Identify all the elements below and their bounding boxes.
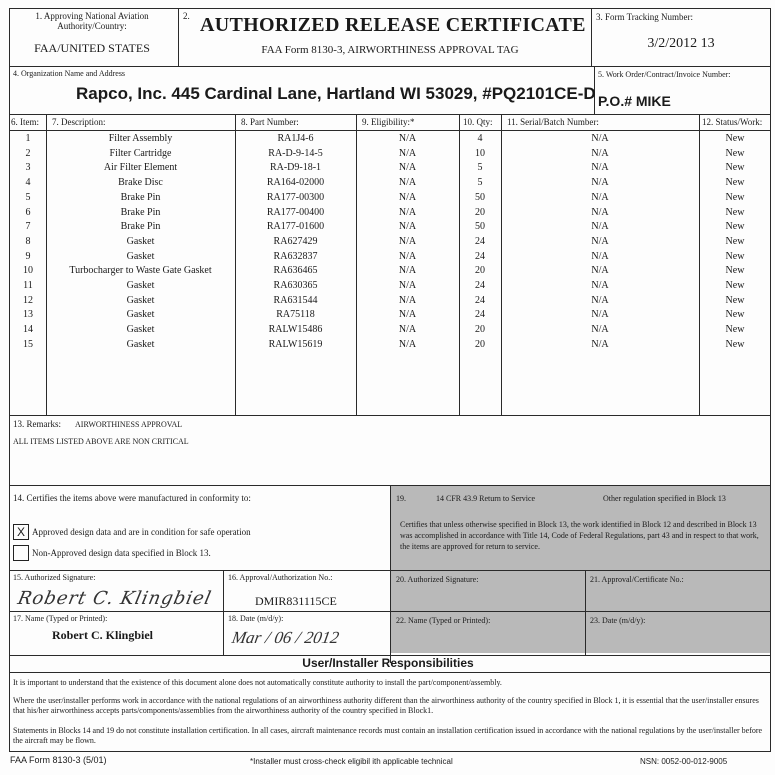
footer-note: *Installer must cross-check eligibil ith applicable technical (250, 757, 453, 766)
cell-elig: N/A (398, 280, 417, 291)
cell-part: RA177-01600 (266, 221, 325, 233)
block3-label: 3. Form Tracking Number: (596, 12, 694, 22)
cell-serial: N/A (591, 280, 609, 291)
signature-date: Mar / 06 / 2012 (230, 628, 341, 647)
cell-status: New (725, 250, 745, 262)
cell-item: 1 (25, 133, 31, 144)
block20-label: 20. Authorized Signature: (396, 575, 479, 584)
cell-status: New (725, 133, 745, 144)
cell-serial: N/A (591, 338, 609, 350)
cell-serial: N/A (591, 221, 609, 233)
cell-serial: N/A (591, 177, 609, 189)
cell-item: 4 (25, 177, 31, 189)
approved-design-checkbox[interactable]: X (13, 524, 29, 540)
footer-form-number: FAA Form 8130-3 (5/01) (10, 755, 107, 765)
cell-qty: 50 (475, 221, 485, 233)
cell-serial: N/A (591, 324, 609, 336)
cell-serial: N/A (591, 250, 609, 262)
cell-status: New (725, 177, 745, 189)
header-qty: 10. Qty: (463, 117, 493, 127)
block21-label: 21. Approval/Certificate No.: (590, 575, 684, 584)
cell-status: New (725, 280, 745, 291)
cell-desc: Gasket (126, 235, 155, 247)
cell-qty: 24 (475, 309, 485, 321)
cell-serial: N/A (591, 133, 609, 144)
cell-serial: N/A (591, 206, 609, 218)
organization-name-address: Rapco, Inc. 445 Cardinal Lane, Hartland WI 53029, #PQ2101CE-D (76, 84, 596, 103)
other-regulation-option: Other regulation specified in Block 13 (603, 494, 726, 503)
cell-qty: 50 (475, 191, 485, 203)
cell-elig: N/A (398, 250, 417, 262)
responsibilities-title: User/Installer Responsibilities (302, 656, 474, 670)
cell-elig: N/A (398, 162, 417, 174)
cell-part: RA630365 (273, 280, 318, 291)
responsibilities-paragraph-1: It is important to understand that the existence of this document alone does not automatically constitute authority to install the part/component/assembly. (13, 678, 502, 687)
block16-label: 16. Approval/Authorization No.: (228, 573, 333, 582)
cell-status: New (725, 206, 745, 218)
responsibilities-paragraph-3: Statements in Blocks 14 and 19 do not constitute installation certification. In all cases, aircraft maintenance records must contain an installation certification issued in accordance with the national regulations by the user/installer before the aircraft may be flown. (13, 726, 763, 745)
cell-item: 13 (23, 309, 33, 321)
cell-serial: N/A (591, 162, 609, 174)
cell-elig: N/A (398, 265, 417, 277)
cell-item: 14 (23, 324, 33, 336)
approved-design-label: Approved design data and are in condition for safe operation (32, 527, 251, 537)
cell-desc: Brake Pin (120, 221, 161, 233)
cell-elig: N/A (398, 235, 417, 247)
cell-qty: 20 (475, 338, 485, 350)
cell-elig: N/A (398, 221, 417, 233)
block5-label: 5. Work Order/Contract/Invoice Number: (598, 70, 731, 79)
authorized-signature: Robert C. Klingbiel (15, 588, 214, 609)
cell-elig: N/A (398, 294, 417, 306)
header-item: 6. Item: (11, 117, 39, 127)
cell-desc: Brake Disc (118, 177, 163, 189)
header-part-number: 8. Part Number: (241, 117, 299, 127)
cell-elig: N/A (398, 177, 417, 189)
cell-status: New (725, 265, 745, 277)
block14-label: 14. Certifies the items above were manufactured in conformity to: (13, 493, 251, 503)
cell-elig: N/A (398, 191, 417, 203)
cell-status: New (725, 221, 745, 233)
cell-qty: 5 (477, 162, 483, 174)
cell-elig: N/A (398, 133, 417, 144)
form-title: AUTHORIZED RELEASE CERTIFICATE (200, 14, 586, 36)
cell-part: RA75118 (276, 309, 315, 321)
cell-part: RA1J4-6 (277, 133, 314, 144)
cell-item: 12 (23, 294, 33, 306)
cell-item: 7 (25, 221, 31, 233)
cell-desc: Gasket (126, 324, 155, 336)
cell-item: 2 (25, 147, 31, 159)
cell-serial: N/A (591, 147, 609, 159)
cell-part: RA177-00300 (266, 191, 325, 203)
cell-part: RA177-00400 (266, 206, 325, 218)
cell-serial: N/A (591, 191, 609, 203)
approval-authorization-number: DMIR831115CE (255, 594, 337, 608)
cell-item: 3 (25, 162, 31, 174)
footer-nsn: NSN: 0052-00-012-9005 (640, 757, 728, 766)
cell-desc: Air Filter Element (103, 162, 178, 174)
cell-qty: 20 (475, 324, 485, 336)
cell-part: RA-D9-18-1 (269, 162, 322, 174)
responsibilities-paragraph-2: Where the user/installer performs work in accordance with the national regulations of an airworthiness authority different than the airworthiness authority of the country specified in Block 1, it is essential that the user/installer ensures that his/her airworthiness accepts parts/components/assemblies from the airworthiness authority of the country specified in Block1. (13, 696, 759, 715)
cell-status: New (725, 191, 745, 203)
cell-part: RA-D-9-14-5 (268, 147, 323, 159)
cell-qty: 24 (475, 294, 485, 306)
cell-status: New (725, 162, 745, 174)
cell-qty: 20 (475, 206, 485, 218)
block1-label: 1. Approving National Aviation Authority/Country: (35, 11, 149, 31)
block18-label: 18. Date (m/d/y): (228, 614, 284, 623)
cell-part: RALW15619 (268, 338, 323, 350)
non-approved-design-checkbox[interactable] (13, 545, 29, 561)
remarks-line-2: ALL ITEMS LISTED ABOVE ARE NON CRITICAL (13, 437, 189, 446)
cell-desc: Gasket (126, 338, 155, 350)
cell-status: New (725, 235, 745, 247)
cell-part: RA164-02000 (266, 177, 325, 189)
block19-number: 19. (396, 494, 406, 503)
remarks-line-1: AIRWORTHINESS APPROVAL (75, 420, 183, 429)
work-order-number: P.O.# MIKE (598, 93, 671, 109)
cell-status: New (725, 324, 745, 336)
cell-status: New (725, 147, 745, 159)
cell-item: 11 (23, 280, 33, 291)
cell-part: RALW15486 (268, 324, 323, 336)
cell-part: RA632837 (273, 250, 318, 262)
block4-label: 4. Organization Name and Address (13, 69, 126, 78)
header-eligibility: 9. Eligibility:* (362, 117, 415, 127)
block13-label: 13. Remarks: (13, 419, 61, 429)
return-to-service-option: 14 CFR 43.9 Return to Service (436, 494, 536, 503)
cell-part: RA627429 (273, 235, 318, 247)
cell-serial: N/A (591, 309, 609, 321)
cell-item: 10 (23, 265, 33, 277)
cell-part: RA631544 (273, 294, 318, 306)
cell-elig: N/A (398, 147, 417, 159)
non-approved-design-label: Non-Approved design data specified in Block 13. (32, 548, 211, 558)
cell-qty: 24 (475, 235, 485, 247)
cell-status: New (725, 294, 745, 306)
cell-status: New (725, 309, 745, 321)
form-subtitle: FAA Form 8130-3, AIRWORTHINESS APPROVAL TAG (261, 44, 519, 56)
cell-item: 9 (25, 250, 31, 262)
cell-status: New (725, 338, 745, 350)
cell-elig: N/A (398, 324, 417, 336)
cell-desc: Filter Assembly (108, 133, 173, 144)
cell-desc: Brake Pin (120, 191, 161, 203)
cell-qty: 24 (475, 250, 485, 262)
block22-label: 22. Name (Typed or Printed): (396, 616, 491, 625)
cell-serial: N/A (591, 294, 609, 306)
cell-desc: Turbocharger to Waste Gate Gasket (69, 265, 212, 277)
cell-qty: 20 (475, 265, 485, 277)
cell-item: 8 (25, 235, 31, 247)
cell-elig: N/A (398, 309, 417, 321)
approving-authority: FAA/UNITED STATES (34, 41, 150, 55)
cell-part: RA636465 (273, 265, 318, 277)
form-tracking-number: 3/2/2012 13 (647, 36, 715, 51)
cell-qty: 10 (475, 147, 485, 159)
cell-serial: N/A (591, 265, 609, 277)
block17-label: 17. Name (Typed or Printed): (13, 614, 108, 623)
block23-label: 23. Date (m/d/y): (590, 616, 646, 625)
cell-serial: N/A (591, 235, 609, 247)
cell-item: 15 (23, 338, 33, 350)
cell-desc: Gasket (126, 309, 155, 321)
cell-qty: 24 (475, 280, 485, 291)
header-status-work: 12. Status/Work: (702, 117, 763, 127)
block2-number: 2. (183, 11, 190, 21)
cell-elig: N/A (398, 206, 417, 218)
block15-label: 15. Authorized Signature: (13, 573, 96, 582)
cell-item: 5 (25, 191, 31, 203)
cell-item: 6 (25, 206, 31, 218)
printed-name: Robert C. Klingbiel (52, 628, 153, 642)
cell-desc: Gasket (126, 294, 155, 306)
cell-desc: Filter Cartridge (109, 147, 172, 159)
header-description: 7. Description: (52, 117, 106, 127)
cell-qty: 5 (477, 177, 483, 189)
cell-desc: Gasket (126, 280, 155, 291)
cell-desc: Brake Pin (120, 206, 161, 218)
cell-elig: N/A (398, 338, 417, 350)
block19-certification-text: Certifies that unless otherwise specified in Block 13, the work identified in Block 12 and described in Block 13 was accomplished in accordance with Title 14, Code of Federal Regulations, part 43 and in respect to that work, the items are approved for return to service. (400, 520, 759, 551)
header-serial-number: 11. Serial/Batch Number: (507, 117, 599, 127)
cell-qty: 4 (477, 133, 483, 144)
cell-desc: Gasket (126, 250, 155, 262)
